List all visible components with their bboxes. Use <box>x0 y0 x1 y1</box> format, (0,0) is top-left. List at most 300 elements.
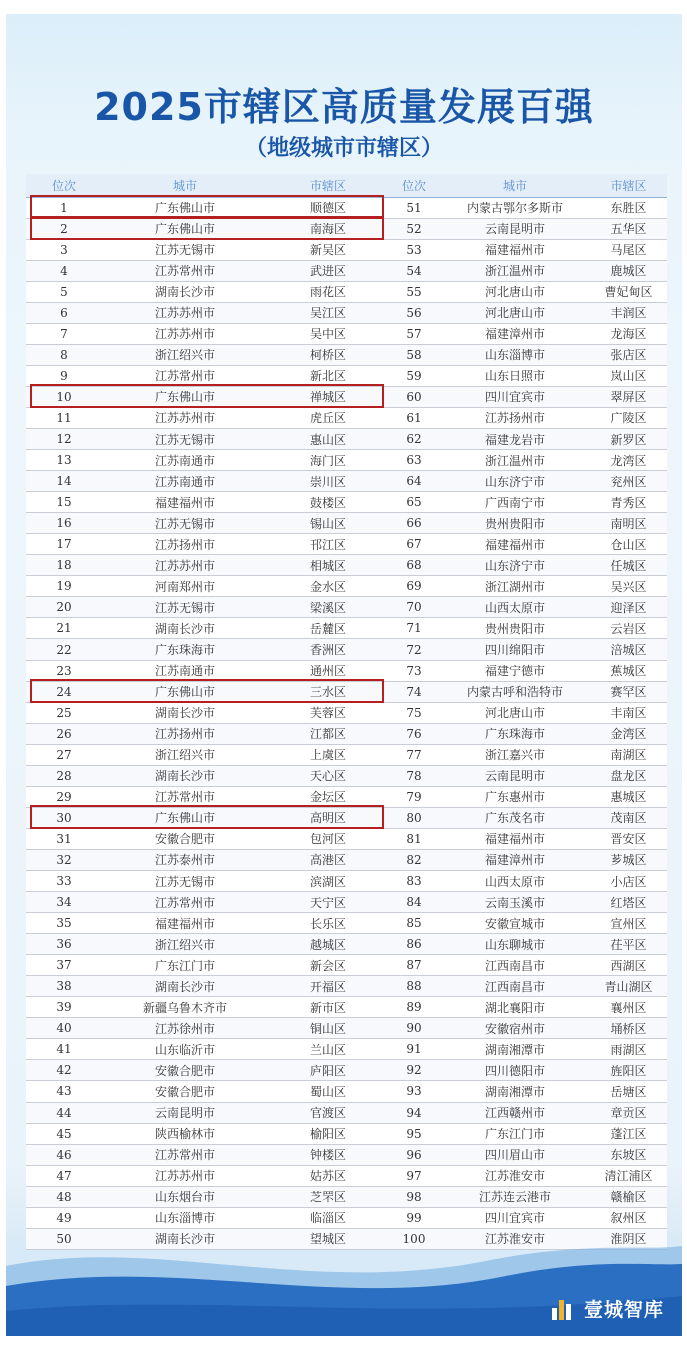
cell-district-right: 茂南区 <box>590 807 667 828</box>
cell-rank-left: 2 <box>26 218 102 239</box>
cell-district-right: 兖州区 <box>590 471 667 492</box>
cell-city-right: 广东茂名市 <box>440 807 590 828</box>
cell-district-left: 锡山区 <box>268 513 388 534</box>
cell-district-left: 临淄区 <box>268 1207 388 1228</box>
table-row <box>26 492 667 513</box>
cell-rank-left: 36 <box>26 934 102 955</box>
cell-city-left: 广东佛山市 <box>102 218 268 239</box>
cell-rank-left: 28 <box>26 765 102 786</box>
cell-district-right: 赣榆区 <box>590 1186 667 1207</box>
cell-city-right: 云南昆明市 <box>440 218 590 239</box>
table-row <box>26 260 667 281</box>
cell-rank-right: 61 <box>388 407 440 428</box>
cell-city-right: 广西南宁市 <box>440 492 590 513</box>
cell-city-left: 安徽合肥市 <box>102 828 268 849</box>
cell-district-left: 天宁区 <box>268 892 388 913</box>
table-row <box>26 386 667 407</box>
cell-rank-right: 69 <box>388 576 440 597</box>
cell-rank-left: 8 <box>26 344 102 365</box>
table-row <box>26 744 667 765</box>
cell-city-right: 山东济宁市 <box>440 471 590 492</box>
cell-rank-left: 4 <box>26 260 102 281</box>
table-row <box>26 281 667 302</box>
cell-district-left: 梁溪区 <box>268 597 388 618</box>
cell-rank-left: 43 <box>26 1081 102 1102</box>
cell-city-left: 江苏无锡市 <box>102 513 268 534</box>
cell-district-right: 小店区 <box>590 871 667 892</box>
page-subtitle: （地级城市市辖区） <box>244 136 443 161</box>
cell-district-left: 越城区 <box>268 934 388 955</box>
cell-district-right: 青秀区 <box>590 492 667 513</box>
cell-district-left: 铜山区 <box>268 1018 388 1039</box>
cell-city-right: 贵州贵阳市 <box>440 513 590 534</box>
cell-rank-left: 34 <box>26 892 102 913</box>
cell-district-right: 晋安区 <box>590 828 667 849</box>
table-row <box>26 534 667 555</box>
table-row <box>26 323 667 344</box>
cell-city-left: 新疆乌鲁木齐市 <box>102 997 268 1018</box>
cell-rank-right: 97 <box>388 1165 440 1186</box>
cell-city-left: 江苏扬州市 <box>102 534 268 555</box>
cell-city-right: 江苏淮安市 <box>440 1228 590 1249</box>
cell-district-left: 榆阳区 <box>268 1123 388 1144</box>
cell-rank-left: 31 <box>26 828 102 849</box>
cell-city-left: 广东珠海市 <box>102 639 268 660</box>
cell-rank-right: 89 <box>388 997 440 1018</box>
cell-rank-right: 94 <box>388 1102 440 1123</box>
cell-district-left: 吴中区 <box>268 323 388 344</box>
cell-city-left: 广东佛山市 <box>102 386 268 407</box>
table-body <box>26 197 667 1249</box>
cell-city-left: 广东佛山市 <box>102 197 268 218</box>
cell-rank-right: 68 <box>388 555 440 576</box>
cell-city-right: 山西太原市 <box>440 871 590 892</box>
cell-rank-left: 37 <box>26 955 102 976</box>
cell-city-left: 山东烟台市 <box>102 1186 268 1207</box>
cell-city-right: 浙江嘉兴市 <box>440 744 590 765</box>
cell-city-left: 浙江绍兴市 <box>102 744 268 765</box>
cell-rank-right: 84 <box>388 892 440 913</box>
cell-rank-left: 42 <box>26 1060 102 1081</box>
cell-district-left: 芝罘区 <box>268 1186 388 1207</box>
cell-rank-left: 49 <box>26 1207 102 1228</box>
cell-city-left: 广东佛山市 <box>102 681 268 702</box>
table-row <box>26 892 667 913</box>
cell-city-left: 江苏苏州市 <box>102 555 268 576</box>
cell-rank-left: 48 <box>26 1186 102 1207</box>
cell-city-left: 浙江绍兴市 <box>102 934 268 955</box>
cell-district-left: 开福区 <box>268 976 388 997</box>
cell-district-left: 新市区 <box>268 997 388 1018</box>
cell-rank-right: 78 <box>388 765 440 786</box>
cell-city-left: 江苏南通市 <box>102 660 268 681</box>
cell-city-right: 四川宜宾市 <box>440 1207 590 1228</box>
header-rank-right: 位次 <box>388 174 440 197</box>
table-row <box>26 765 667 786</box>
cell-city-right: 浙江温州市 <box>440 260 590 281</box>
cell-city-left: 福建福州市 <box>102 492 268 513</box>
table-row <box>26 365 667 386</box>
cell-city-left: 浙江绍兴市 <box>102 344 268 365</box>
table-row <box>26 681 667 702</box>
table-row <box>26 407 667 428</box>
table-row <box>26 1060 667 1081</box>
header-district-right: 市辖区 <box>590 174 667 197</box>
table-row <box>26 1039 667 1060</box>
table-row <box>26 618 667 639</box>
table-row <box>26 597 667 618</box>
cell-city-right: 江西南昌市 <box>440 955 590 976</box>
cell-district-left: 官渡区 <box>268 1102 388 1123</box>
cell-rank-right: 66 <box>388 513 440 534</box>
table-row <box>26 786 667 807</box>
cell-city-right: 云南玉溪市 <box>440 892 590 913</box>
cell-rank-left: 19 <box>26 576 102 597</box>
table-row <box>26 976 667 997</box>
cell-district-left: 吴江区 <box>268 302 388 323</box>
cell-district-left: 新北区 <box>268 365 388 386</box>
table-row <box>26 1102 667 1123</box>
cell-district-left: 柯桥区 <box>268 344 388 365</box>
cell-district-left: 望城区 <box>268 1228 388 1249</box>
cell-rank-left: 14 <box>26 471 102 492</box>
cell-rank-left: 18 <box>26 555 102 576</box>
table-row <box>26 639 667 660</box>
cell-rank-left: 41 <box>26 1039 102 1060</box>
cell-city-left: 江苏常州市 <box>102 260 268 281</box>
cell-district-right: 淮阴区 <box>590 1228 667 1249</box>
cell-district-right: 清江浦区 <box>590 1165 667 1186</box>
cell-city-right: 河北唐山市 <box>440 702 590 723</box>
header-city-left: 城市 <box>102 174 268 197</box>
cell-rank-left: 32 <box>26 849 102 870</box>
ranking-poster <box>6 14 682 1336</box>
brand <box>550 1295 664 1322</box>
cell-city-left: 江苏苏州市 <box>102 407 268 428</box>
cell-district-left: 长乐区 <box>268 913 388 934</box>
table-row <box>26 1081 667 1102</box>
cell-city-right: 山东聊城市 <box>440 934 590 955</box>
cell-city-left: 江苏徐州市 <box>102 1018 268 1039</box>
cell-rank-left: 23 <box>26 660 102 681</box>
table-row <box>26 1018 667 1039</box>
cell-rank-right: 93 <box>388 1081 440 1102</box>
cell-district-right: 涪城区 <box>590 639 667 660</box>
table-row <box>26 1165 667 1186</box>
cell-rank-right: 85 <box>388 913 440 934</box>
cell-district-right: 青山湖区 <box>590 976 667 997</box>
cell-city-right: 内蒙古鄂尔多斯市 <box>440 197 590 218</box>
cell-district-right: 龙湾区 <box>590 450 667 471</box>
cell-city-right: 江苏扬州市 <box>440 407 590 428</box>
cell-city-left: 江苏常州市 <box>102 1144 268 1165</box>
cell-rank-left: 33 <box>26 871 102 892</box>
cell-rank-left: 24 <box>26 681 102 702</box>
cell-district-left: 鼓楼区 <box>268 492 388 513</box>
cell-district-right: 龙海区 <box>590 323 667 344</box>
cell-district-right: 岚山区 <box>590 365 667 386</box>
table-row <box>26 913 667 934</box>
cell-rank-left: 50 <box>26 1228 102 1249</box>
cell-city-left: 湖南长沙市 <box>102 702 268 723</box>
cell-district-right: 曹妃甸区 <box>590 281 667 302</box>
cell-district-right: 东坡区 <box>590 1144 667 1165</box>
cell-rank-right: 62 <box>388 429 440 450</box>
cell-city-left: 陕西榆林市 <box>102 1123 268 1144</box>
table-row <box>26 955 667 976</box>
cell-city-right: 福建漳州市 <box>440 323 590 344</box>
cell-district-right: 新罗区 <box>590 429 667 450</box>
table-row <box>26 702 667 723</box>
cell-district-right: 丰南区 <box>590 702 667 723</box>
cell-rank-right: 64 <box>388 471 440 492</box>
table-row <box>26 997 667 1018</box>
cell-city-left: 湖南长沙市 <box>102 765 268 786</box>
cell-district-right: 南湖区 <box>590 744 667 765</box>
cell-district-right: 鹿城区 <box>590 260 667 281</box>
cell-rank-left: 6 <box>26 302 102 323</box>
table-row <box>26 450 667 471</box>
cell-rank-right: 58 <box>388 344 440 365</box>
cell-district-right: 茌平区 <box>590 934 667 955</box>
cell-district-left: 通州区 <box>268 660 388 681</box>
cell-city-left: 福建福州市 <box>102 913 268 934</box>
cell-rank-right: 54 <box>388 260 440 281</box>
cell-city-right: 河北唐山市 <box>440 302 590 323</box>
cell-city-right: 四川德阳市 <box>440 1060 590 1081</box>
cell-rank-left: 10 <box>26 386 102 407</box>
cell-rank-right: 74 <box>388 681 440 702</box>
cell-district-left: 江都区 <box>268 723 388 744</box>
cell-city-left: 江苏扬州市 <box>102 723 268 744</box>
cell-rank-right: 86 <box>388 934 440 955</box>
cell-rank-right: 88 <box>388 976 440 997</box>
table-row <box>26 1144 667 1165</box>
cell-rank-right: 75 <box>388 702 440 723</box>
cell-rank-right: 65 <box>388 492 440 513</box>
cell-city-right: 安徽宣城市 <box>440 913 590 934</box>
cell-district-left: 雨花区 <box>268 281 388 302</box>
cell-district-right: 襄州区 <box>590 997 667 1018</box>
table-row <box>26 807 667 828</box>
cell-rank-right: 99 <box>388 1207 440 1228</box>
cell-district-right: 蓬江区 <box>590 1123 667 1144</box>
table-row <box>26 660 667 681</box>
cell-district-left: 岳麓区 <box>268 618 388 639</box>
cell-rank-right: 83 <box>388 871 440 892</box>
cell-rank-left: 7 <box>26 323 102 344</box>
cell-city-right: 山东淄博市 <box>440 344 590 365</box>
cell-rank-right: 60 <box>388 386 440 407</box>
cell-district-left: 芙蓉区 <box>268 702 388 723</box>
cell-rank-left: 13 <box>26 450 102 471</box>
cell-district-left: 滨湖区 <box>268 871 388 892</box>
cell-district-left: 虎丘区 <box>268 407 388 428</box>
cell-district-left: 崇川区 <box>268 471 388 492</box>
table-row <box>26 218 667 239</box>
cell-district-right: 五华区 <box>590 218 667 239</box>
brand-logo-icon <box>550 1296 576 1322</box>
cell-district-right: 吴兴区 <box>590 576 667 597</box>
cell-district-left: 新会区 <box>268 955 388 976</box>
cell-district-right: 金湾区 <box>590 723 667 744</box>
table-row <box>26 1186 667 1207</box>
cell-district-left: 高明区 <box>268 807 388 828</box>
cell-rank-right: 55 <box>388 281 440 302</box>
cell-city-right: 福建福州市 <box>440 239 590 260</box>
cell-rank-right: 56 <box>388 302 440 323</box>
cell-district-right: 马尾区 <box>590 239 667 260</box>
cell-district-right: 西湖区 <box>590 955 667 976</box>
cell-rank-right: 79 <box>388 786 440 807</box>
cell-rank-left: 9 <box>26 365 102 386</box>
cell-rank-left: 27 <box>26 744 102 765</box>
header-rank-left: 位次 <box>26 174 102 197</box>
cell-city-right: 江西赣州市 <box>440 1102 590 1123</box>
cell-city-right: 山东济宁市 <box>440 555 590 576</box>
cell-district-left: 顺德区 <box>268 197 388 218</box>
cell-rank-right: 57 <box>388 323 440 344</box>
cell-district-left: 钟楼区 <box>268 1144 388 1165</box>
cell-district-left: 上虞区 <box>268 744 388 765</box>
cell-district-right: 云岩区 <box>590 618 667 639</box>
table-row <box>26 723 667 744</box>
cell-city-right: 江苏连云港市 <box>440 1186 590 1207</box>
cell-city-left: 江苏无锡市 <box>102 239 268 260</box>
cell-city-right: 内蒙古呼和浩特市 <box>440 681 590 702</box>
cell-city-right: 山东日照市 <box>440 365 590 386</box>
table-row <box>26 344 667 365</box>
cell-district-left: 姑苏区 <box>268 1165 388 1186</box>
cell-district-left: 金水区 <box>268 576 388 597</box>
table-row <box>26 828 667 849</box>
cell-district-left: 新吴区 <box>268 239 388 260</box>
cell-city-left: 河南郑州市 <box>102 576 268 597</box>
cell-city-left: 湖南长沙市 <box>102 976 268 997</box>
cell-rank-right: 92 <box>388 1060 440 1081</box>
cell-rank-right: 53 <box>388 239 440 260</box>
cell-district-right: 蕉城区 <box>590 660 667 681</box>
cell-district-right: 岳塘区 <box>590 1081 667 1102</box>
cell-city-left: 江苏常州市 <box>102 786 268 807</box>
cell-district-left: 蜀山区 <box>268 1081 388 1102</box>
cell-district-left: 惠山区 <box>268 429 388 450</box>
cell-district-left: 兰山区 <box>268 1039 388 1060</box>
table-row <box>26 849 667 870</box>
cell-city-right: 四川绵阳市 <box>440 639 590 660</box>
cell-city-right: 安徽宿州市 <box>440 1018 590 1039</box>
cell-rank-left: 26 <box>26 723 102 744</box>
cell-rank-right: 51 <box>388 197 440 218</box>
cell-city-right: 福建龙岩市 <box>440 429 590 450</box>
cell-city-left: 江苏南通市 <box>102 471 268 492</box>
ranking-table-wrap <box>26 174 667 1250</box>
table-row <box>26 555 667 576</box>
table-row <box>26 576 667 597</box>
cell-district-right: 章贡区 <box>590 1102 667 1123</box>
cell-city-right: 江苏淮安市 <box>440 1165 590 1186</box>
cell-rank-right: 70 <box>388 597 440 618</box>
cell-city-right: 广东惠州市 <box>440 786 590 807</box>
cell-district-left: 高港区 <box>268 849 388 870</box>
cell-district-right: 张店区 <box>590 344 667 365</box>
cell-city-right: 四川眉山市 <box>440 1144 590 1165</box>
cell-district-left: 海门区 <box>268 450 388 471</box>
cell-rank-right: 63 <box>388 450 440 471</box>
cell-city-right: 浙江温州市 <box>440 450 590 471</box>
cell-city-left: 江苏无锡市 <box>102 871 268 892</box>
cell-city-left: 江苏常州市 <box>102 892 268 913</box>
table-row <box>26 471 667 492</box>
cell-rank-left: 45 <box>26 1123 102 1144</box>
cell-city-right: 福建福州市 <box>440 828 590 849</box>
cell-city-left: 广东江门市 <box>102 955 268 976</box>
cell-city-left: 江苏苏州市 <box>102 323 268 344</box>
cell-district-right: 丰润区 <box>590 302 667 323</box>
cell-rank-right: 59 <box>388 365 440 386</box>
cell-rank-left: 20 <box>26 597 102 618</box>
cell-rank-left: 38 <box>26 976 102 997</box>
cell-city-left: 广东佛山市 <box>102 807 268 828</box>
cell-district-left: 武进区 <box>268 260 388 281</box>
cell-rank-right: 91 <box>388 1039 440 1060</box>
cell-district-left: 金坛区 <box>268 786 388 807</box>
cell-district-right: 惠城区 <box>590 786 667 807</box>
cell-district-right: 广陵区 <box>590 407 667 428</box>
table-row <box>26 1123 667 1144</box>
cell-rank-right: 71 <box>388 618 440 639</box>
cell-city-right: 湖南湘潭市 <box>440 1039 590 1060</box>
cell-city-left: 湖南长沙市 <box>102 281 268 302</box>
cell-district-left: 邗江区 <box>268 534 388 555</box>
cell-rank-left: 40 <box>26 1018 102 1039</box>
cell-city-left: 安徽合肥市 <box>102 1081 268 1102</box>
cell-rank-left: 47 <box>26 1165 102 1186</box>
cell-rank-right: 76 <box>388 723 440 744</box>
cell-rank-left: 17 <box>26 534 102 555</box>
cell-rank-left: 44 <box>26 1102 102 1123</box>
cell-rank-right: 82 <box>388 849 440 870</box>
cell-city-right: 福建福州市 <box>440 534 590 555</box>
cell-city-right: 浙江湖州市 <box>440 576 590 597</box>
cell-city-left: 江苏常州市 <box>102 365 268 386</box>
cell-city-left: 江苏无锡市 <box>102 597 268 618</box>
cell-city-right: 江西南昌市 <box>440 976 590 997</box>
cell-district-left: 天心区 <box>268 765 388 786</box>
cell-district-left: 庐阳区 <box>268 1060 388 1081</box>
table-row <box>26 302 667 323</box>
cell-city-right: 福建宁德市 <box>440 660 590 681</box>
cell-district-right: 南明区 <box>590 513 667 534</box>
cell-rank-right: 87 <box>388 955 440 976</box>
header-district-left: 市辖区 <box>268 174 388 197</box>
cell-rank-left: 25 <box>26 702 102 723</box>
cell-district-left: 香洲区 <box>268 639 388 660</box>
cell-city-right: 山西太原市 <box>440 597 590 618</box>
cell-city-right: 福建漳州市 <box>440 849 590 870</box>
brand-name: 壹城智库 <box>583 1299 664 1321</box>
header-city-right: 城市 <box>440 174 590 197</box>
cell-district-right: 任城区 <box>590 555 667 576</box>
cell-district-right: 盘龙区 <box>590 765 667 786</box>
cell-district-right: 东胜区 <box>590 197 667 218</box>
cell-city-left: 江苏无锡市 <box>102 429 268 450</box>
cell-city-right: 贵州贵阳市 <box>440 618 590 639</box>
table-row <box>26 871 667 892</box>
cell-rank-right: 95 <box>388 1123 440 1144</box>
cell-district-right: 芗城区 <box>590 849 667 870</box>
cell-rank-left: 5 <box>26 281 102 302</box>
